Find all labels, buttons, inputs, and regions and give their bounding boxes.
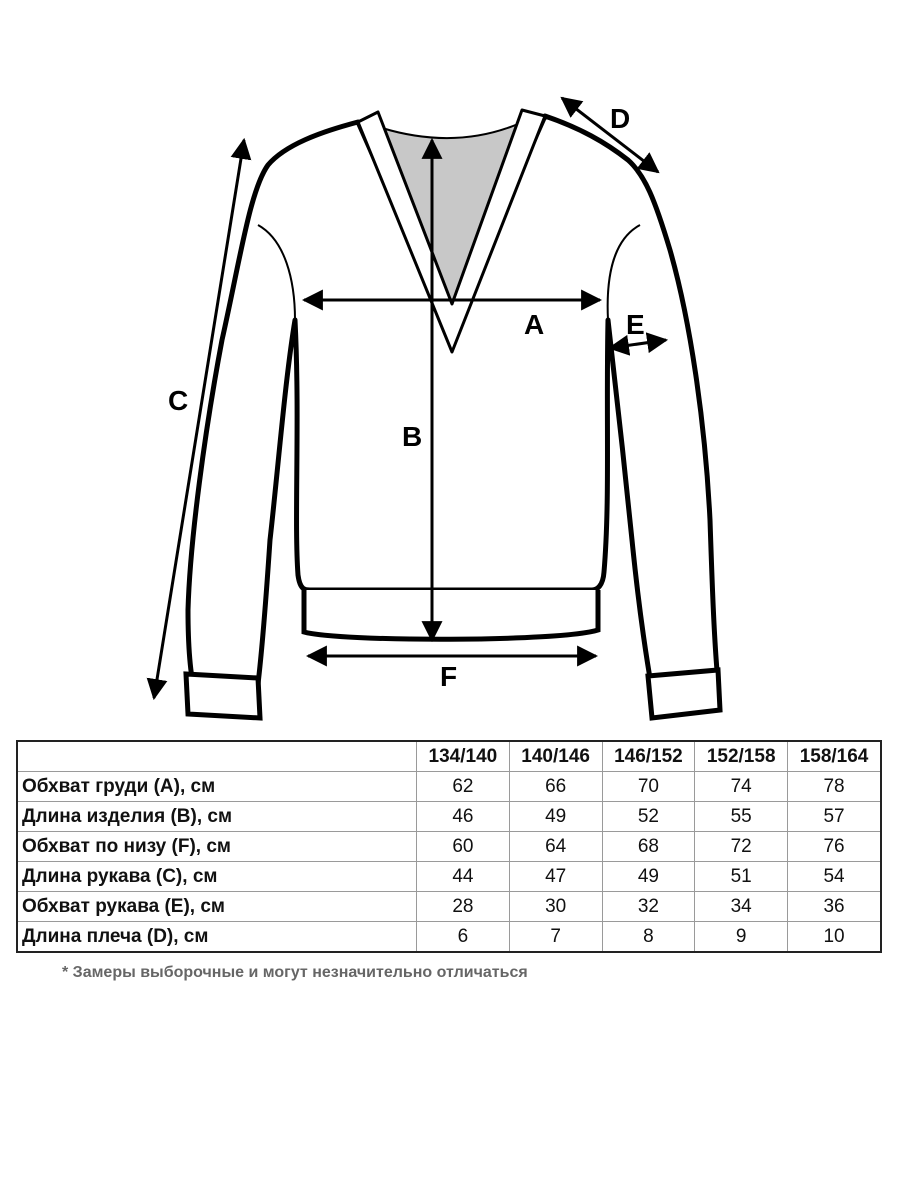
row-label: Длина плеча (D), см (17, 922, 417, 953)
table-cell: 10 (788, 922, 881, 953)
table-cell: 8 (602, 922, 695, 953)
row-label: Длина изделия (B), см (17, 802, 417, 832)
table-cell: 60 (417, 832, 510, 862)
table-cell: 68 (602, 832, 695, 862)
table-row (17, 862, 881, 892)
table-cell: 51 (695, 862, 788, 892)
label-D: D (610, 103, 631, 134)
hem-band (304, 590, 598, 639)
table-cell: 34 (695, 892, 788, 922)
label-E: E (626, 309, 645, 340)
label-B: B (402, 421, 423, 452)
table-cell: 78 (788, 772, 881, 802)
column-header: 146/152 (602, 741, 695, 772)
left-cuff (186, 674, 260, 718)
table-row (17, 772, 881, 802)
table-row (17, 922, 881, 953)
row-label: Обхват груди (А), см (17, 772, 417, 802)
table-cell: 49 (509, 802, 602, 832)
table-cell: 46 (417, 802, 510, 832)
column-header: 152/158 (695, 741, 788, 772)
table-cell: 6 (417, 922, 510, 953)
row-label: Обхват по низу (F), см (17, 832, 417, 862)
table-cell: 30 (509, 892, 602, 922)
table-cell: 9 (695, 922, 788, 953)
table-corner-cell (17, 741, 417, 772)
measurement-note: * Замеры выборочные и могут незначительно отличаться (62, 964, 528, 981)
table-cell: 66 (509, 772, 602, 802)
label-A: A (524, 309, 545, 340)
row-label: Обхват рукава (E), см (17, 892, 417, 922)
column-header: 134/140 (417, 741, 510, 772)
table-cell: 74 (695, 772, 788, 802)
table-cell: 7 (509, 922, 602, 953)
table-cell: 28 (417, 892, 510, 922)
label-F: F (440, 661, 458, 692)
table-cell: 52 (602, 802, 695, 832)
column-header: 140/146 (509, 741, 602, 772)
table-cell: 62 (417, 772, 510, 802)
row-label: Длина рукава (C), см (17, 862, 417, 892)
table-cell: 47 (509, 862, 602, 892)
column-header: 158/164 (788, 741, 881, 772)
table-cell: 70 (602, 772, 695, 802)
table-row (17, 832, 881, 862)
table-cell: 76 (788, 832, 881, 862)
table-cell: 57 (788, 802, 881, 832)
right-cuff (648, 670, 720, 718)
table-cell: 32 (602, 892, 695, 922)
table-row (17, 802, 881, 832)
table-header-row (17, 741, 881, 772)
table-cell: 55 (695, 802, 788, 832)
table-cell: 36 (788, 892, 881, 922)
size-table (16, 740, 882, 953)
label-C: C (168, 385, 189, 416)
table-row (17, 892, 881, 922)
table-cell: 54 (788, 862, 881, 892)
table-cell: 44 (417, 862, 510, 892)
table-cell: 49 (602, 862, 695, 892)
table-cell: 72 (695, 832, 788, 862)
table-cell: 64 (509, 832, 602, 862)
